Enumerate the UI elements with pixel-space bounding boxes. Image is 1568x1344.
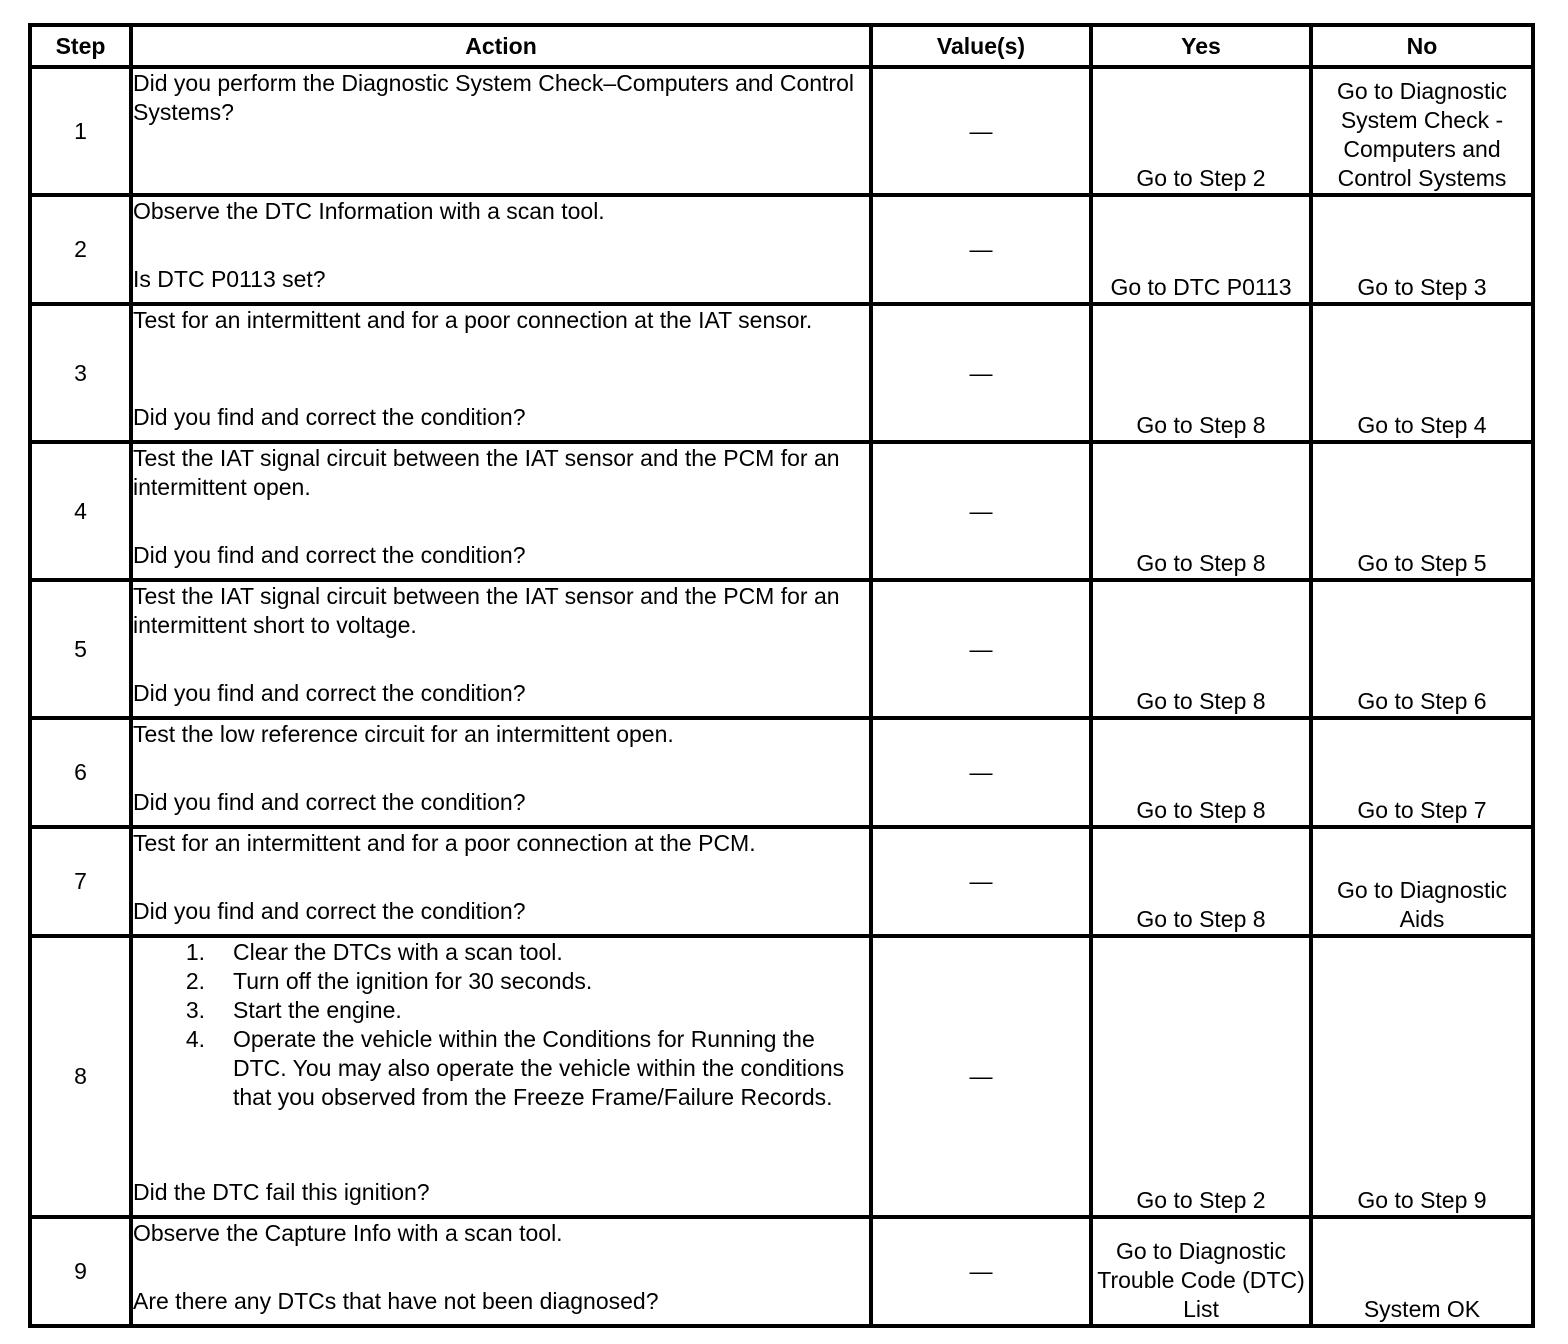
yes-cell: Go to Step 8 bbox=[1091, 442, 1311, 580]
step-number: 2 bbox=[30, 195, 131, 304]
list-item: 2. Turn off the ignition for 30 seconds. bbox=[185, 968, 593, 994]
action-cell bbox=[131, 718, 871, 827]
action-cell bbox=[131, 1217, 871, 1326]
no-cell: Go to Step 7 bbox=[1311, 718, 1533, 827]
diagnostic-table bbox=[28, 23, 1535, 1328]
action-question: Is DTC P0113 set? bbox=[133, 266, 326, 292]
value-cell: — bbox=[871, 936, 1091, 1217]
list-item: 1. Clear the DTCs with a scan tool. bbox=[185, 939, 563, 965]
action-text: Test for an intermittent and for a poor connection at the PCM. bbox=[133, 830, 756, 856]
header-row bbox=[30, 25, 1533, 67]
value-cell: — bbox=[871, 1217, 1091, 1326]
action-text: Did you perform the Diagnostic System Check–Computers and Control Systems? bbox=[133, 70, 854, 125]
header-action: Action bbox=[131, 25, 871, 67]
yes-cell: Go to Step 8 bbox=[1091, 718, 1311, 827]
yes-cell: Go to Step 8 bbox=[1091, 304, 1311, 442]
no-cell: Go to Step 4 bbox=[1311, 304, 1533, 442]
value-cell: — bbox=[871, 442, 1091, 580]
action-cell bbox=[131, 67, 871, 195]
value-cell: — bbox=[871, 195, 1091, 304]
yes-cell: Go to Diagnostic Trouble Code (DTC) List bbox=[1091, 1217, 1311, 1326]
table-row bbox=[30, 67, 1533, 195]
action-cell bbox=[131, 304, 871, 442]
step-number: 8 bbox=[30, 936, 131, 1217]
table-row bbox=[30, 718, 1533, 827]
value-cell: — bbox=[871, 718, 1091, 827]
step-number: 9 bbox=[30, 1217, 131, 1326]
table-row bbox=[30, 936, 1533, 1217]
table-row bbox=[30, 1217, 1533, 1326]
step-number: 1 bbox=[30, 67, 131, 195]
action-question: Are there any DTCs that have not been diagnosed? bbox=[133, 1288, 659, 1314]
no-cell: Go to Step 3 bbox=[1311, 195, 1533, 304]
action-text: Test the IAT signal circuit between the IAT sensor and the PCM for an intermittent short to voltage. bbox=[133, 583, 840, 638]
header-step: Step bbox=[30, 25, 131, 67]
value-cell: — bbox=[871, 304, 1091, 442]
table-row bbox=[30, 304, 1533, 442]
table-row bbox=[30, 442, 1533, 580]
header-values: Value(s) bbox=[871, 25, 1091, 67]
value-cell: — bbox=[871, 827, 1091, 936]
list-item: 4. Operate the vehicle within the Conditions for Running the DTC. You may also operate the vehicle within the conditions that you observed from the Freeze Frame/Failure Records. bbox=[185, 1026, 845, 1110]
value-cell: — bbox=[871, 67, 1091, 195]
header-no: No bbox=[1311, 25, 1533, 67]
step-number: 6 bbox=[30, 718, 131, 827]
table-row bbox=[30, 195, 1533, 304]
action-text: Test the low reference circuit for an intermittent open. bbox=[133, 721, 674, 747]
list-item: 3. Start the engine. bbox=[185, 997, 402, 1023]
yes-cell: Go to Step 2 bbox=[1091, 67, 1311, 195]
no-cell: Go to Step 9 bbox=[1311, 936, 1533, 1217]
action-cell bbox=[131, 195, 871, 304]
action-question: Did you find and correct the condition? bbox=[133, 404, 526, 430]
yes-cell: Go to Step 8 bbox=[1091, 580, 1311, 718]
no-cell: Go to Diagnostic System Check - Computers and Control Systems bbox=[1311, 67, 1533, 195]
no-cell: Go to Step 5 bbox=[1311, 442, 1533, 580]
step-number: 7 bbox=[30, 827, 131, 936]
step-number: 5 bbox=[30, 580, 131, 718]
action-question: Did you find and correct the condition? bbox=[133, 542, 526, 568]
substep-list bbox=[133, 938, 869, 1112]
action-question: Did you find and correct the condition? bbox=[133, 789, 526, 815]
yes-cell: Go to Step 8 bbox=[1091, 827, 1311, 936]
step-number: 4 bbox=[30, 442, 131, 580]
action-question: Did you find and correct the condition? bbox=[133, 680, 526, 706]
action-cell bbox=[131, 442, 871, 580]
header-yes: Yes bbox=[1091, 25, 1311, 67]
action-cell bbox=[131, 827, 871, 936]
action-cell bbox=[131, 936, 871, 1217]
no-cell: Go to Step 6 bbox=[1311, 580, 1533, 718]
table-row bbox=[30, 827, 1533, 936]
action-question: Did the DTC fail this ignition? bbox=[133, 1179, 430, 1205]
table-row bbox=[30, 580, 1533, 718]
action-cell bbox=[131, 580, 871, 718]
action-text: Observe the DTC Information with a scan tool. bbox=[133, 198, 605, 224]
action-text: Test for an intermittent and for a poor connection at the IAT sensor. bbox=[133, 307, 813, 333]
step-number: 3 bbox=[30, 304, 131, 442]
yes-cell: Go to Step 2 bbox=[1091, 936, 1311, 1217]
no-cell: Go to Diagnostic Aids bbox=[1311, 827, 1533, 936]
action-text: Observe the Capture Info with a scan tool. bbox=[133, 1220, 563, 1246]
action-question: Did you find and correct the condition? bbox=[133, 898, 526, 924]
action-text: Test the IAT signal circuit between the IAT sensor and the PCM for an intermittent open. bbox=[133, 445, 840, 500]
value-cell: — bbox=[871, 580, 1091, 718]
yes-cell: Go to DTC P0113 bbox=[1091, 195, 1311, 304]
no-cell: System OK bbox=[1311, 1217, 1533, 1326]
